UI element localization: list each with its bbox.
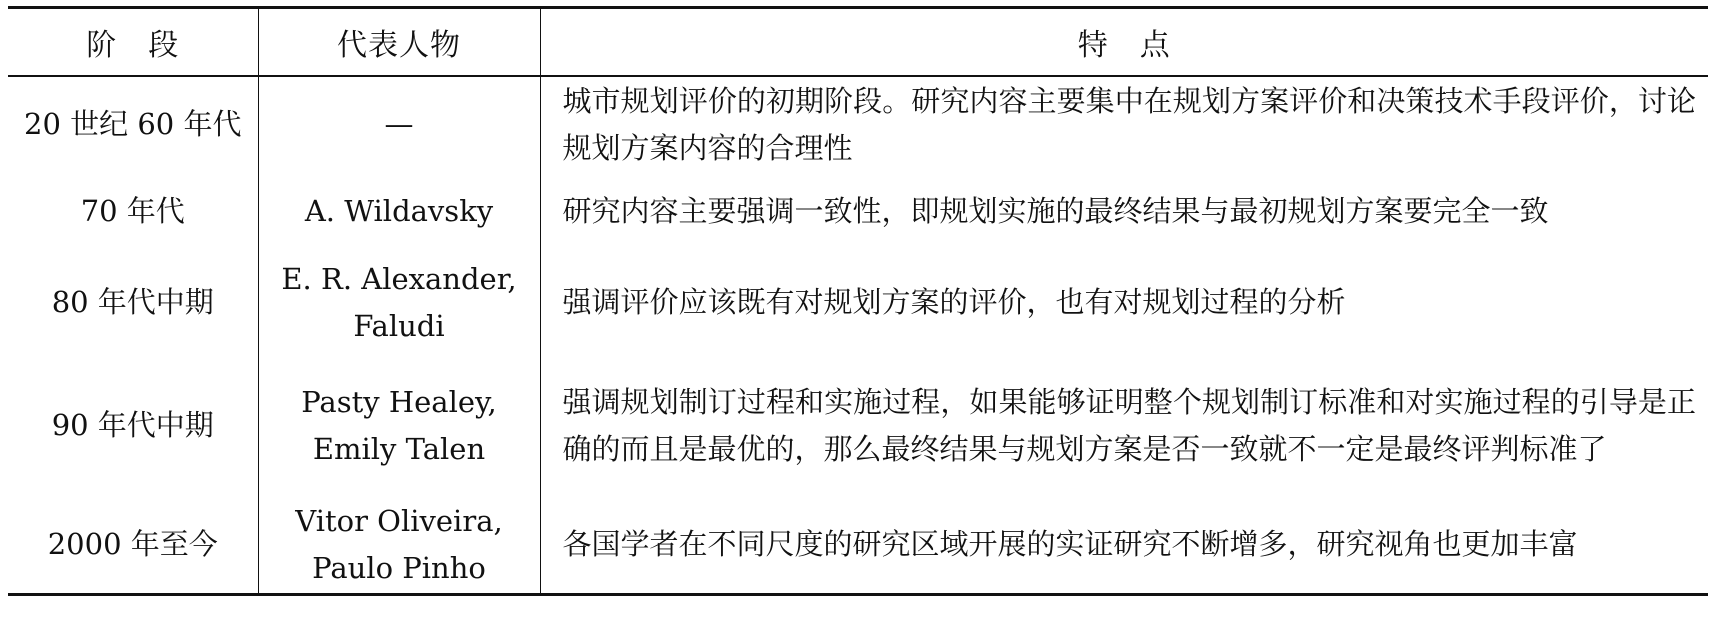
person-name: Vitor Oliveira,	[295, 503, 503, 538]
header-feature: 特 点	[540, 8, 1708, 76]
person-name: A. Wildavsky	[304, 194, 494, 228]
feature-cell: 城市规划评价的初期阶段。研究内容主要集中在规划方案评价和决策技术手段评价，讨论规划方案内容的合理性	[540, 76, 1708, 173]
feature-cell: 强调评价应该既有对规划方案的评价，也有对规划过程的分析	[540, 251, 1708, 355]
people-cell	[258, 173, 540, 251]
stage-cell: 80 年代中期	[51, 285, 214, 319]
planning-evaluation-stages-table	[8, 6, 1708, 596]
table-header	[8, 8, 1708, 76]
person-name: E. R. Alexander,	[281, 261, 517, 296]
table-row	[8, 173, 1708, 251]
table-row	[8, 355, 1708, 497]
people-cell	[258, 251, 540, 355]
table-container	[8, 6, 1708, 596]
table-body	[8, 76, 1708, 595]
stage-cell: 90 年代中期	[51, 408, 214, 442]
person-name: Pasty Healey,	[301, 384, 497, 419]
stage-cell: 2000 年至今	[8, 497, 258, 595]
stage-cell: 20 世纪 60 年代	[24, 107, 242, 141]
person-name: Emily Talen	[312, 431, 486, 466]
header-stage: 阶 段	[8, 8, 258, 76]
feature-cell: 研究内容主要强调一致性，即规划实施的最终结果与最初规划方案要完全一致	[540, 173, 1708, 251]
feature-cell: 各国学者在不同尺度的研究区域开展的实证研究不断增多，研究视角也更加丰富	[540, 497, 1708, 595]
people-cell	[258, 76, 540, 173]
table-row	[8, 76, 1708, 173]
table-row	[8, 497, 1708, 595]
person-name: Faludi	[353, 308, 445, 343]
table-row	[8, 251, 1708, 355]
header-people: 代表人物	[258, 8, 540, 76]
person-name: —	[384, 107, 414, 141]
feature-cell: 强调规划制订过程和实施过程，如果能够证明整个规划制订标准和对实施过程的引导是正确的而且是最优的，那么最终结果与规划方案是否一致就不一定是最终评判标准了	[540, 355, 1708, 497]
people-cell	[258, 497, 540, 595]
header-row	[8, 8, 1708, 76]
stage-cell: 70 年代	[80, 194, 185, 228]
person-name: Paulo Pinho	[312, 550, 486, 585]
people-cell	[258, 355, 540, 497]
